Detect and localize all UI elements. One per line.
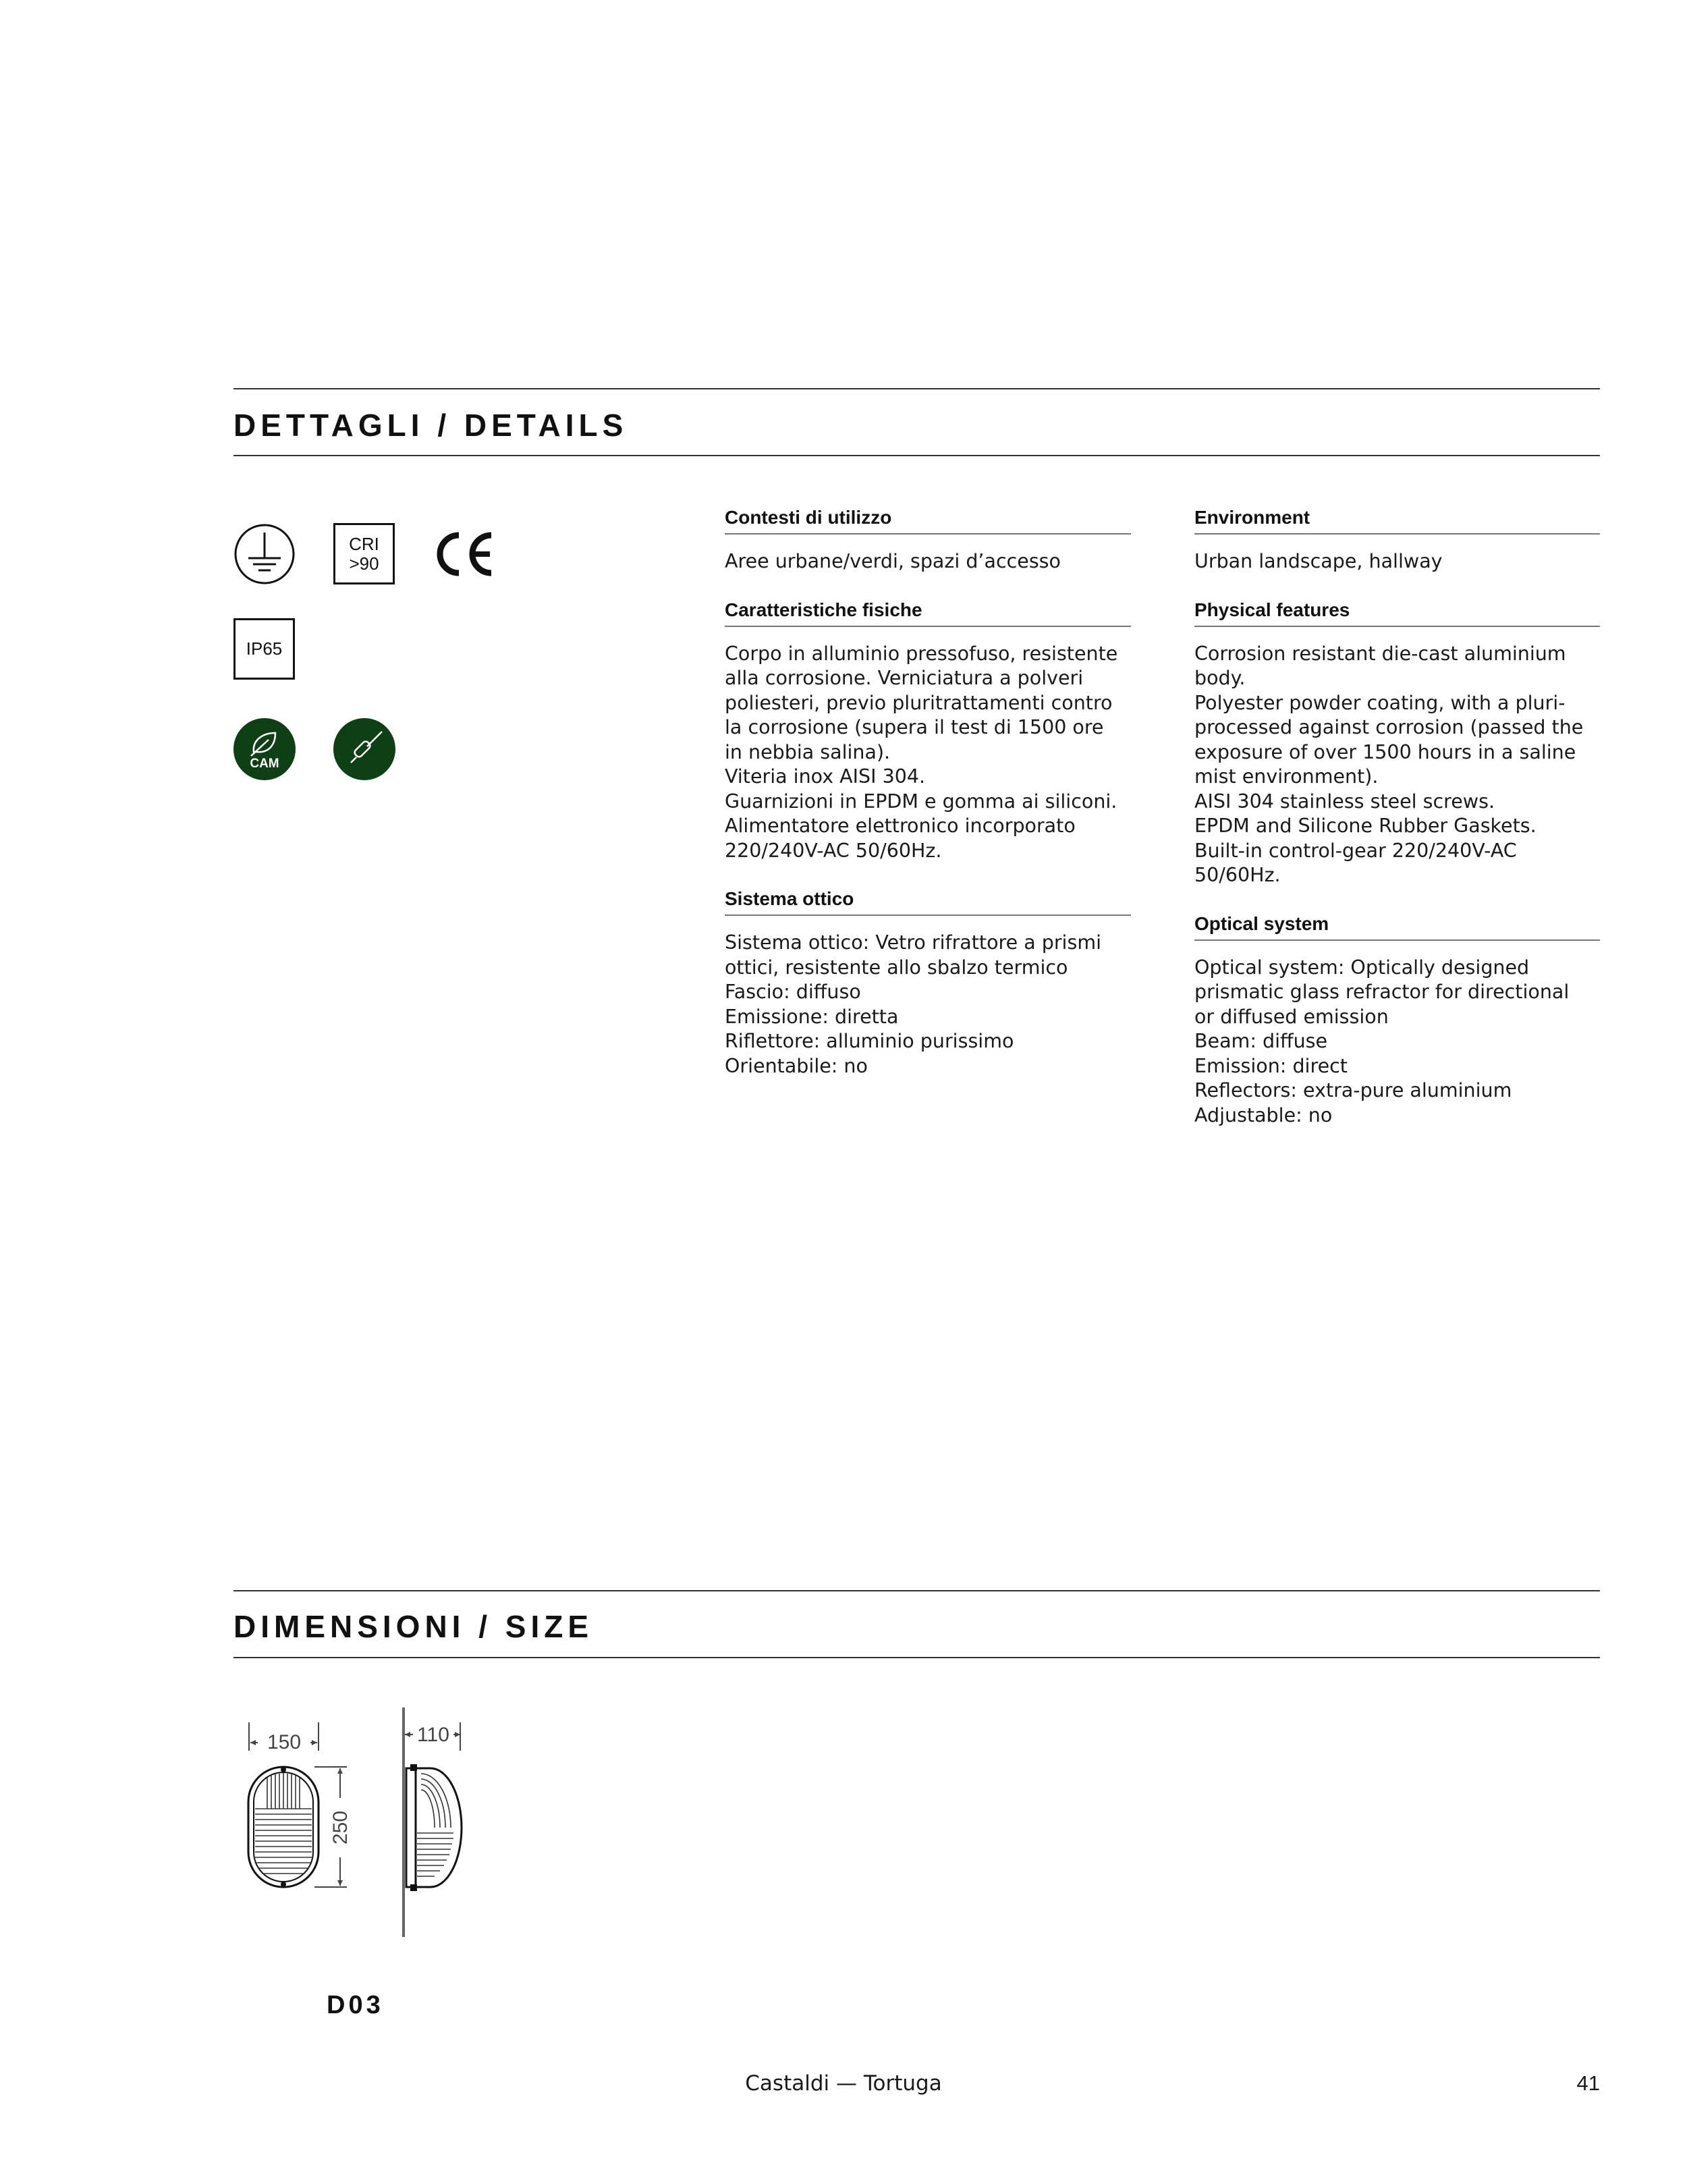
footer-brand: Castaldi — Tortuga	[745, 2071, 942, 2096]
physical-characteristics-text: Corpo in alluminio pressofuso, resistente alla corrosione. Verniciatura a polveri poliesteri, previo pluritrattamenti contro la corrosione (supera il test di 1500 ore in nebbia salina). Viteria inox AISI 304. Guarnizioni in EPDM e gomma ai siliconi. Alimentatore elettronico incorporato 220/240V-AC 50/60Hz.	[725, 642, 1118, 862]
screwdriver-icon	[333, 718, 395, 780]
size-bottom-rule	[233, 1657, 1600, 1658]
environment-block	[1194, 505, 1600, 574]
cri-icon	[333, 523, 395, 584]
physical-characteristics-block	[725, 597, 1131, 864]
ip-rating: IP65	[246, 638, 283, 659]
environment-text: Urban landscape, hallway	[1194, 550, 1443, 572]
optical-system-it-heading: Sistema ottico	[725, 886, 1131, 916]
depth-dimension: 110	[417, 1724, 449, 1746]
physical-features-text: Corrosion resistant die-cast aluminium body. Polyester powder coating, with a pluri- processed against corrosion (passed the exposure of over 1500 hours in a saline mist environment). AISI 304 stainless steel screws. EPDM and Silicone Rubber Gaskets. Built-in control-gear 220/240V-AC 50/60Hz.	[1194, 642, 1584, 886]
model-code: D03	[327, 1991, 384, 2019]
environment-heading: Environment	[1194, 505, 1600, 535]
usage-context-block	[725, 505, 1131, 574]
cam-label: CAM	[250, 757, 279, 771]
cam-leaf-icon	[233, 718, 296, 780]
height-dimension: 250	[329, 1810, 352, 1845]
details-top-rule	[233, 388, 1600, 389]
optical-system-it-block	[725, 886, 1131, 1079]
ce-mark-icon	[432, 530, 497, 578]
size-top-rule	[233, 1590, 1600, 1591]
cri-label: CRI	[349, 533, 379, 554]
italian-column	[725, 505, 1131, 1101]
physical-features-block	[1194, 597, 1600, 888]
dimension-drawing	[233, 1708, 503, 1937]
earth-ground-icon	[233, 523, 296, 585]
screwdriver-badge	[333, 718, 395, 780]
usage-context-text: Aree urbane/verdi, spazi d’accesso	[725, 550, 1061, 572]
optical-system-en-text: Optical system: Optically designed prismatic glass refractor for directional or diffused emission Beam: diffuse Emission: direct Reflectors: extra-pure aluminium Adjustable: no	[1194, 956, 1570, 1126]
cri-value: >90	[349, 553, 379, 574]
optical-system-en-block	[1194, 911, 1600, 1128]
size-section-title: DIMENSIONI / SIZE	[233, 1609, 594, 1644]
optical-system-en-heading: Optical system	[1194, 911, 1600, 941]
details-section-title: DETTAGLI / DETAILS	[233, 408, 628, 443]
english-column	[1194, 505, 1600, 1151]
physical-features-heading: Physical features	[1194, 597, 1600, 627]
page-number: 41	[1576, 2071, 1600, 2095]
optical-system-it-text: Sistema ottico: Vetro rifrattore a prismi ottici, resistente allo sbalzo termico Fascio: diffuso Emissione: diretta Riflettore: alluminio purissimo Orientabile: no	[725, 931, 1102, 1077]
physical-characteristics-heading: Caratteristiche fisiche	[725, 597, 1131, 627]
width-dimension: 150	[267, 1731, 302, 1753]
details-bottom-rule	[233, 455, 1600, 456]
usage-context-heading: Contesti di utilizzo	[725, 505, 1131, 535]
ip65-icon	[233, 618, 295, 680]
